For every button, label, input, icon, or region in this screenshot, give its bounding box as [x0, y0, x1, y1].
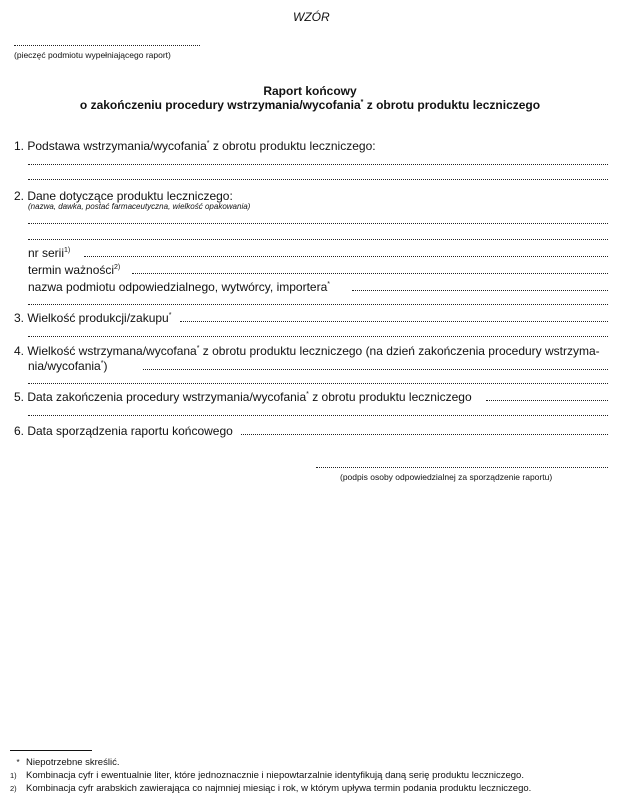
item-1-line-1	[28, 164, 608, 165]
stamp-dotted-line	[14, 45, 200, 46]
item-1-line-2	[28, 179, 608, 180]
wzor-label: WZÓR	[293, 10, 330, 24]
item-2-expiry-label: termin ważności$^{2)}$	[28, 263, 121, 277]
signature-dotted-line	[316, 467, 608, 468]
item-4-label-line2: nia/wycofania*)	[28, 359, 108, 373]
item-6-label: 6. Data sporządzenia raportu końcowego	[14, 424, 233, 438]
item-2-line-3	[28, 304, 608, 305]
item-6-line	[241, 434, 608, 435]
footnote-star: * Niepotrzebne skreślić.	[16, 757, 120, 768]
item-2-line-2	[28, 239, 608, 240]
stamp-caption: (pieczęć podmiotu wypełniającego raport)	[14, 50, 171, 60]
item-3-line-2	[28, 336, 608, 337]
footnote-2: 2) Kombinacja cyfr arabskich zawierająca co najmniej miesiąc i rok, w którym upływa termin podania produktu leczniczego.	[10, 783, 532, 794]
item-2-expiry-line	[132, 273, 608, 274]
item-4-label-line1: 4. Wielkość wstrzymana/wycofana* z obrotu produktu leczniczego (na dzień zakończenia procedury wstrzyma-	[14, 344, 600, 358]
item-3-line-1	[180, 321, 608, 322]
signature-caption: (podpis osoby odpowiedzialnej za sporządzenie raportu)	[340, 472, 553, 482]
item-2-serial-line	[84, 256, 608, 257]
item-3-label: 3. Wielkość produkcji/zakupu*	[14, 311, 172, 325]
item-5-line-1	[486, 400, 608, 401]
title-line2: o zakończeniu procedury wstrzymania/wycofania* z obrotu produktu leczniczego	[79, 98, 541, 112]
footnote-1: 1) Kombinacja cyfr i ewentualnie liter, które jednoznacznie i niepowtarzalnie identyfikują daną serię produktu leczniczego.	[10, 770, 524, 781]
footnote-rule	[10, 750, 92, 751]
item-1-label: 1. Podstawa wstrzymania/wycofania* z obrotu produktu leczniczego:	[14, 139, 376, 153]
item-2-subcaption: (nazwa, dawka, postać farmaceutyczna, wielkość opakowania)	[28, 202, 251, 211]
item-5-line-2	[28, 415, 608, 416]
item-4-line-1	[143, 369, 608, 370]
item-2-line-1	[28, 223, 608, 224]
item-2-serial-label: nr serii$^{1)}$	[28, 246, 71, 260]
item-2-label: 2. Dane dotyczące produktu leczniczego:	[14, 189, 233, 203]
item-2-entity-line	[352, 290, 608, 291]
item-2-entity-label: nazwa podmiotu odpowiedzialnego, wytwórcy, importera*	[28, 280, 330, 294]
item-4-line-2	[28, 383, 608, 384]
item-5-label: 5. Data zakończenia procedury wstrzymania/wycofania* z obrotu produktu leczniczego	[14, 390, 472, 404]
title-line1: Raport końcowy	[263, 84, 357, 98]
